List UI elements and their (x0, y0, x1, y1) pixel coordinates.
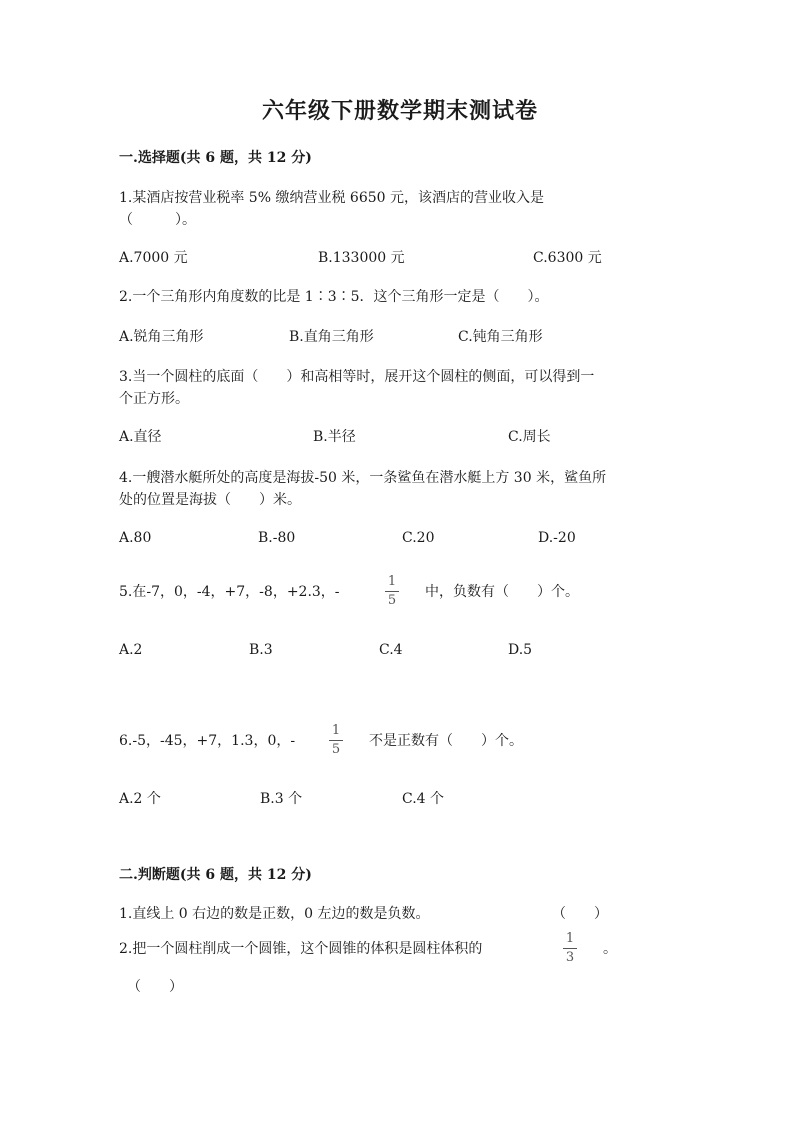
question-5-fraction (383, 575, 401, 608)
fraction-bar (385, 591, 399, 592)
question-2-text: 2.一个三角形内角度数的比是 1∶3∶5．这个三角形一定是（ ）。 (119, 289, 549, 305)
judgement-1-blank[interactable]: （ ） (552, 906, 608, 922)
page-title: 六年级下册数学期末测试卷 (261, 98, 538, 124)
judgement-1-text: 1.直线上 0 右边的数是正数，0 左边的数是负数。 (119, 906, 430, 922)
question-5-option-c[interactable]: C.4 (379, 642, 403, 658)
question-6-option-c[interactable]: C.4 个 (402, 791, 445, 807)
question-1-blank: （ ）。 (119, 212, 196, 228)
question-4-option-a[interactable]: A.80 (119, 530, 152, 546)
fraction-denominator: 5 (331, 742, 341, 757)
section-heading-judgement: 二.判断题(共 6 题，共 12 分) (119, 867, 312, 883)
question-2-option-b[interactable]: B.直角三角形 (289, 329, 374, 345)
question-4-option-d[interactable]: D.-20 (538, 530, 576, 546)
question-3-option-b[interactable]: B.半径 (313, 429, 356, 445)
question-5-option-b[interactable]: B.3 (249, 642, 273, 658)
question-6-option-a[interactable]: A.2 个 (119, 791, 161, 807)
question-3-text: 3.当一个圆柱的底面（ ）和高相等时，展开这个圆柱的侧面，可以得到一 (119, 369, 595, 385)
question-1-option-c[interactable]: C.6300 元 (533, 250, 602, 266)
question-1-text: 1.某酒店按营业税率 5% 缴纳营业税 6650 元，该酒店的营业收入是 (119, 190, 544, 206)
judgement-2-fraction (561, 932, 579, 965)
section-heading-choice: 一.选择题(共 6 题，共 12 分) (119, 150, 312, 166)
question-5-option-d[interactable]: D.5 (508, 642, 533, 658)
question-6-suffix: 不是正数有（ ）个。 (369, 733, 523, 749)
question-5-suffix: 中，负数有（ ）个。 (425, 584, 579, 600)
fraction-numerator: 1 (387, 574, 397, 589)
question-4-option-b[interactable]: B.-80 (258, 530, 296, 546)
question-1-option-a[interactable]: A.7000 元 (119, 250, 188, 266)
question-6-fraction (327, 724, 345, 757)
question-6-option-b[interactable]: B.3 个 (260, 791, 303, 807)
fraction-numerator: 1 (565, 931, 575, 946)
judgement-2-text: 2.把一个圆柱削成一个圆锥，这个圆锥的体积是圆柱体积的 (119, 941, 483, 957)
question-4-text-cont: 处的位置是海拔（ ）米。 (119, 492, 301, 508)
judgement-2-suffix: 。 (603, 941, 617, 957)
question-5-prefix: 5.在-7，0，-4，+7，-8，+2.3，- (119, 584, 340, 600)
question-4-option-c[interactable]: C.20 (402, 530, 435, 546)
question-6-prefix: 6.-5，-45，+7，1.3，0，- (119, 733, 296, 749)
question-5-option-a[interactable]: A.2 (119, 642, 143, 658)
question-1-option-b[interactable]: B.133000 元 (318, 250, 405, 266)
question-4-text: 4.一艘潜水艇所处的高度是海拔-50 米，一条鲨鱼在潜水艇上方 30 米，鲨鱼所 (119, 470, 607, 486)
question-2-option-a[interactable]: A.锐角三角形 (119, 329, 204, 345)
question-2-option-c[interactable]: C.钝角三角形 (458, 329, 543, 345)
fraction-numerator: 1 (331, 723, 341, 738)
judgement-2-blank[interactable]: （ ） (127, 979, 183, 995)
fraction-denominator: 3 (565, 950, 575, 965)
fraction-denominator: 5 (387, 593, 397, 608)
fraction-bar (563, 948, 577, 949)
fraction-bar (329, 740, 343, 741)
question-3-option-c[interactable]: C.周长 (508, 429, 551, 445)
question-3-text-cont: 个正方形。 (119, 391, 189, 407)
question-3-option-a[interactable]: A.直径 (119, 429, 162, 445)
